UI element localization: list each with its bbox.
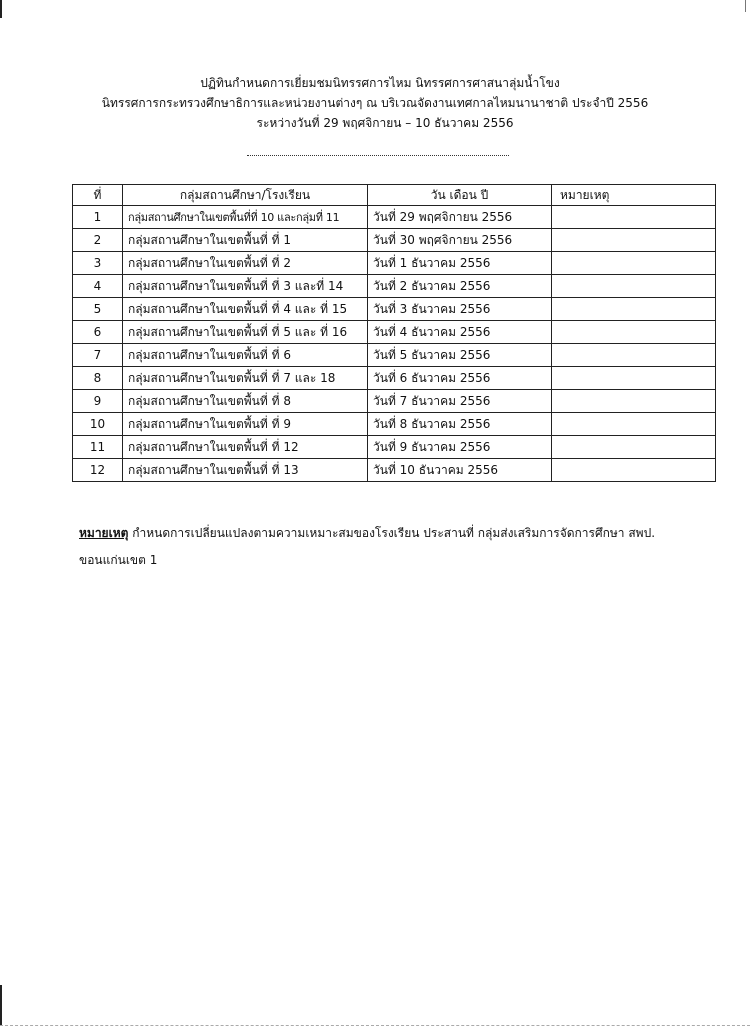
row-group: กลุ่มสถานศึกษาในเขตพื้นที่ ที่ 3 และที่ 14 [123,275,368,298]
table-row [73,367,716,390]
row-group: กลุ่มสถานศึกษาในเขตพื้นที่ ที่ 1 [123,229,368,252]
page-bottom-edge [0,1025,750,1026]
row-num: 6 [73,321,123,344]
row-date: วันที่ 4 ธันวาคม 2556 [368,321,552,344]
row-date: วันที่ 29 พฤศจิกายน 2556 [368,206,552,229]
schedule-table [72,184,716,482]
row-date: วันที่ 10 ธันวาคม 2556 [368,459,552,482]
row-num: 3 [73,252,123,275]
row-date: วันที่ 2 ธันวาคม 2556 [368,275,552,298]
row-num: 9 [73,390,123,413]
title-line-1: ปฏิทินกำหนดการเยี่ยมชมนิทรรศการไหม นิทรรศการศาสนาลุ่มน้ำโขง [200,76,560,90]
table-row [73,229,716,252]
scan-edge-mark-bottom [0,985,2,1025]
title-line-2: นิทรรศการกระทรวงศึกษาธิการและหน่วยงานต่างๆ ณ บริเวณจัดงานเทศกาลไหมนานาชาติ ประจำปี 2556 [101,96,649,110]
table-row [73,436,716,459]
row-date: วันที่ 7 ธันวาคม 2556 [368,390,552,413]
row-date: วันที่ 3 ธันวาคม 2556 [368,298,552,321]
row-num: 12 [73,459,123,482]
row-remark [552,206,716,229]
row-date: วันที่ 9 ธันวาคม 2556 [368,436,552,459]
row-remark [552,298,716,321]
row-date: วันที่ 1 ธันวาคม 2556 [368,252,552,275]
table-row [73,413,716,436]
header-remark: หมายเหตุ [552,185,716,206]
row-group: กลุ่มสถานศึกษาในเขตพื้นที่ที่ 10 และกลุ่มที่ 11 [123,206,368,229]
row-remark [552,229,716,252]
table-row [73,321,716,344]
row-group: กลุ่มสถานศึกษาในเขตพื้นที่ ที่ 5 และ ที่ 16 [123,321,368,344]
row-group: กลุ่มสถานศึกษาในเขตพื้นที่ ที่ 4 และ ที่ 15 [123,298,368,321]
row-remark [552,390,716,413]
row-group: กลุ่มสถานศึกษาในเขตพื้นที่ ที่ 7 และ 18 [123,367,368,390]
title-line-3: ระหว่างวันที่ 29 พฤศจิกายน – 10 ธันวาคม 2556 [256,116,514,130]
table-header-row [73,185,716,206]
row-num: 11 [73,436,123,459]
row-group: กลุ่มสถานศึกษาในเขตพื้นที่ ที่ 13 [123,459,368,482]
header-group: กลุ่มสถานศึกษา/โรงเรียน [123,185,368,206]
note-text: กำหนดการเปลี่ยนแปลงตามความเหมาะสมของโรงเรียน ประสานที่ กลุ่มส่งเสริมการจัดการศึกษา สพป. [132,526,656,540]
table-row [73,206,716,229]
row-date: วันที่ 8 ธันวาคม 2556 [368,413,552,436]
note-label: หมายเหตุ [79,526,129,540]
row-group: กลุ่มสถานศึกษาในเขตพื้นที่ ที่ 8 [123,390,368,413]
row-remark [552,252,716,275]
title-dotted-rule [247,155,509,156]
note-text-line-2: ขอนแก่นเขต 1 [79,553,158,567]
row-remark [552,413,716,436]
table-row [73,252,716,275]
scan-edge-mark-right [745,0,746,12]
row-remark [552,367,716,390]
row-remark [552,436,716,459]
scan-edge-mark-top [0,0,2,18]
table-row [73,390,716,413]
row-date: วันที่ 30 พฤศจิกายน 2556 [368,229,552,252]
document-header [0,73,750,133]
table-row [73,459,716,482]
row-date: วันที่ 6 ธันวาคม 2556 [368,367,552,390]
row-num: 2 [73,229,123,252]
table-row [73,298,716,321]
row-num: 10 [73,413,123,436]
row-num: 7 [73,344,123,367]
row-remark [552,275,716,298]
row-date: วันที่ 5 ธันวาคม 2556 [368,344,552,367]
header-num: ที่ [73,185,123,206]
table-row [73,344,716,367]
remark-note [79,520,699,574]
row-remark [552,344,716,367]
row-group: กลุ่มสถานศึกษาในเขตพื้นที่ ที่ 6 [123,344,368,367]
row-num: 8 [73,367,123,390]
row-num: 1 [73,206,123,229]
row-remark [552,459,716,482]
row-num: 4 [73,275,123,298]
row-group: กลุ่มสถานศึกษาในเขตพื้นที่ ที่ 12 [123,436,368,459]
header-date: วัน เดือน ปี [368,185,552,206]
row-remark [552,321,716,344]
row-group: กลุ่มสถานศึกษาในเขตพื้นที่ ที่ 9 [123,413,368,436]
row-group: กลุ่มสถานศึกษาในเขตพื้นที่ ที่ 2 [123,252,368,275]
table-row [73,275,716,298]
row-num: 5 [73,298,123,321]
